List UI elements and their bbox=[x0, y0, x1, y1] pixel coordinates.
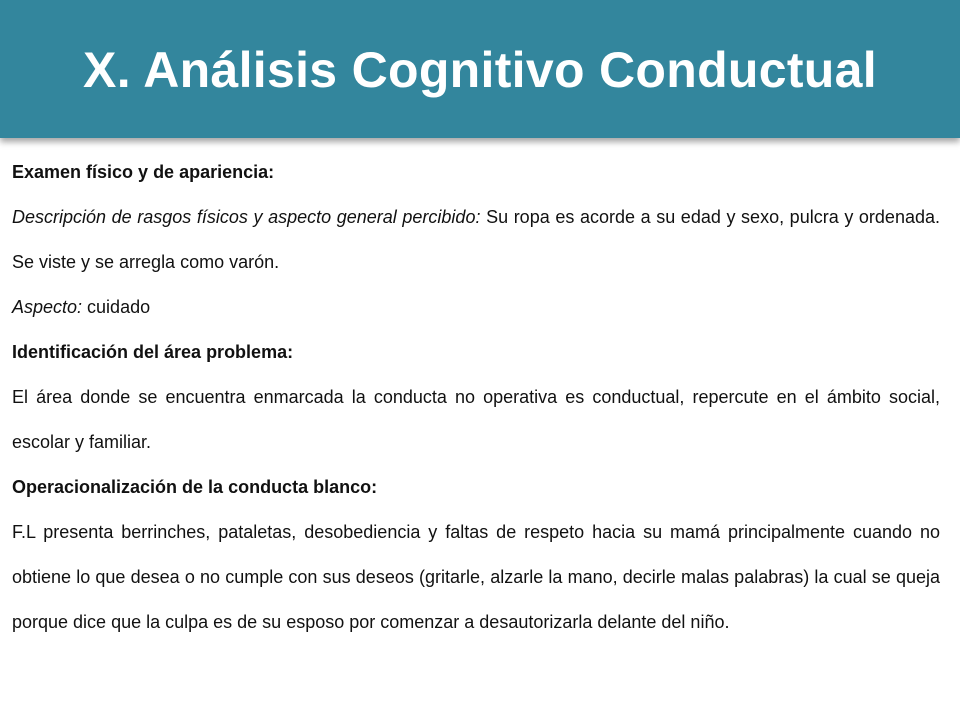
slide-title: X. Análisis Cognitivo Conductual bbox=[83, 42, 877, 98]
slide-content bbox=[12, 150, 940, 645]
section-heading-problem-area bbox=[12, 330, 940, 375]
section-heading-text: Operacionalización de la conducta blanco: bbox=[12, 477, 378, 497]
description-paragraph bbox=[12, 195, 940, 285]
aspect-label: Aspecto: bbox=[12, 297, 83, 317]
aspect-paragraph bbox=[12, 285, 940, 330]
description-text: Su ropa es acorde a su edad y sexo, pulcra y ordenada. Se viste y se arregla como varón. bbox=[12, 207, 940, 272]
description-label: Descripción de rasgos físicos y aspecto general percibido: bbox=[12, 207, 481, 227]
section-heading-target-behavior bbox=[12, 465, 940, 510]
section-heading-physical-exam bbox=[12, 150, 940, 195]
title-bar bbox=[0, 0, 960, 138]
section-heading-text: Identificación del área problema: bbox=[12, 342, 294, 362]
target-behavior-paragraph: F.L presenta berrinches, pataletas, desobediencia y faltas de respeto hacia su mamá principalmente cuando no obtiene lo que desea o no cumple con sus deseos (gritarle, alzarle la mano, decirle malas palabras) la cual se queja porque dice que la culpa es de su esposo por comenzar a desautorizarla delante del niño. bbox=[12, 522, 940, 632]
section-heading-text: Examen físico y de apariencia: bbox=[12, 162, 275, 182]
aspect-text: cuidado bbox=[82, 297, 151, 317]
problem-area-paragraph: El área donde se encuentra enmarcada la conducta no operativa es conductual, repercute en el ámbito social, escolar y familiar. bbox=[12, 387, 940, 452]
